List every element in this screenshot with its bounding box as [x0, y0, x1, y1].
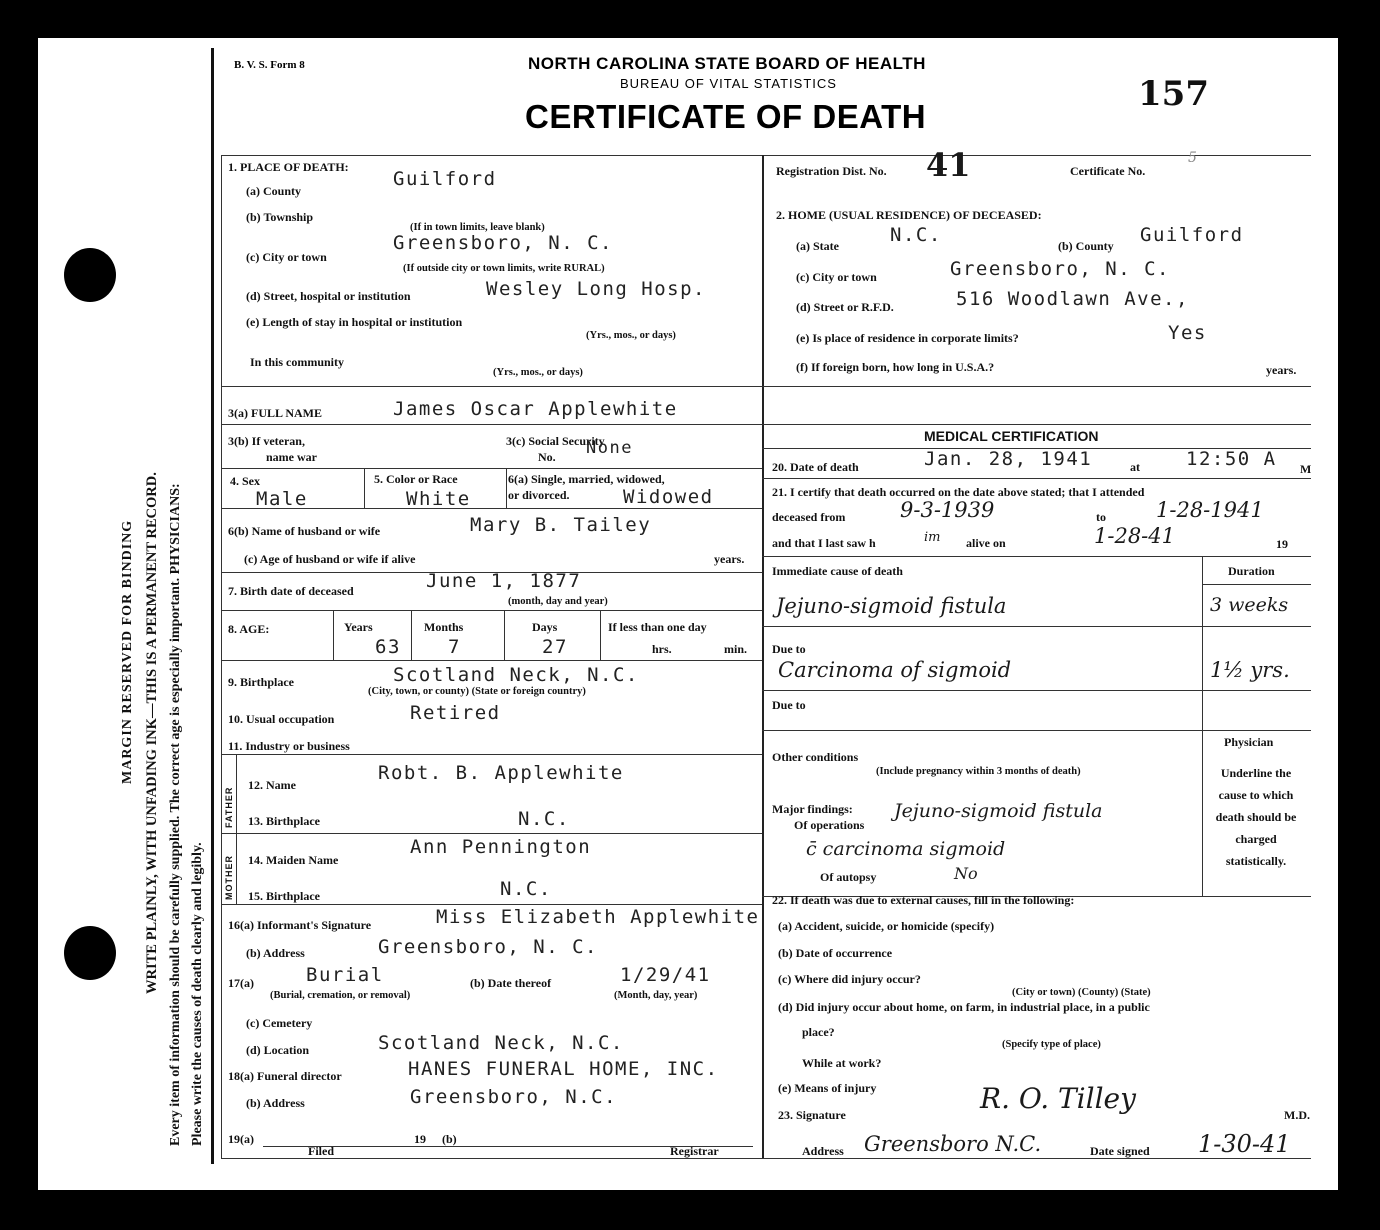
date-thereof-note: (Month, day, year): [614, 990, 698, 1001]
operations-label: Of operations: [794, 818, 865, 832]
reg-dist-value: 41: [926, 146, 971, 184]
county-value: Guilford: [393, 168, 497, 190]
last-seen-value: 1-28-41: [1094, 524, 1175, 548]
age-years-value: 63: [375, 636, 401, 658]
city-county-state-note: (City or town) (County) (State): [1012, 987, 1151, 998]
filed-year-label: 19: [414, 1132, 426, 1146]
age-divider-1: [333, 610, 334, 660]
rule-due-3: [762, 730, 1311, 731]
home-city-value: Greensboro, N. C.: [950, 258, 1170, 280]
age-divider-3: [504, 610, 505, 660]
birthplace-label: 9. Birthplace: [228, 675, 294, 689]
age-days-label: Days: [532, 620, 558, 634]
name-war-label: name war: [266, 450, 317, 464]
other-conditions-label: Other conditions: [772, 750, 859, 764]
operations-value-2: c̄ carcinoma sigmoid: [806, 838, 1006, 860]
age-months-label: Months: [424, 620, 464, 634]
veteran-label: 3(b) If veteran,: [228, 434, 305, 448]
rule-age: [221, 660, 762, 661]
informant-value: Miss Elizabeth Applewhite: [436, 906, 760, 928]
place-of-death-label: 1. PLACE OF DEATH:: [228, 160, 349, 174]
rule-death-date: [762, 478, 1311, 479]
permanent-record-text: WRITE PLAINLY, WITH UNFADING INK—THIS IS A PERMANENT RECORD.: [144, 472, 160, 994]
attended-to-value: 1-28-1941: [1156, 498, 1264, 522]
cert-no-label: Certificate No.: [1070, 164, 1146, 178]
occurrence-label: (b) Date of occurrence: [778, 946, 893, 960]
punch-hole-top: [64, 248, 116, 302]
rule-birthdate: [221, 610, 762, 611]
sex-label: 4. Sex: [230, 474, 260, 488]
sex-divider: [364, 468, 365, 508]
funeral-label: 18(a) Funeral director: [228, 1069, 342, 1083]
mother-side-label: MOTHER: [224, 855, 234, 900]
rule-veteran: [221, 468, 762, 469]
cert-no-value: 5: [1188, 150, 1197, 166]
township-label: (b) Township: [246, 210, 314, 224]
state-label: (a) State: [796, 239, 839, 253]
home-city-label: (c) City or town: [796, 270, 877, 284]
rule-mother: [221, 833, 762, 834]
injury-where-label: (c) Where did injury occur?: [778, 972, 921, 986]
signature-label: 23. Signature: [778, 1108, 846, 1122]
street-label: (d) Street, hospital or institution: [246, 289, 411, 303]
certificate-sheet: [38, 38, 1338, 1190]
less-day-label: If less than one day: [608, 620, 707, 634]
date-thereof-label: (b) Date thereof: [470, 976, 552, 990]
form-number: B. V. S. Form 8: [234, 59, 305, 71]
disposal-note: (Burial, cremation, or removal): [270, 990, 411, 1001]
bureau-heading: BUREAU OF VITAL STATISTICS: [620, 76, 837, 91]
home-county-label: (b) County: [1058, 239, 1114, 253]
age-divider-4: [600, 610, 601, 660]
last-saw-label: and that I last saw h: [772, 536, 876, 550]
attended-from-value: 9-3-1939: [900, 498, 995, 522]
spouse-age-years: years.: [714, 552, 745, 566]
full-name-value: James Oscar Applewhite: [393, 398, 678, 420]
mother-birthplace-label: 15. Birthplace: [248, 889, 320, 903]
place-note: (Specify type of place): [1002, 1039, 1101, 1050]
rule-duration-head: [1202, 584, 1311, 585]
serial-number: 157: [1138, 74, 1209, 114]
corporate-label: (e) Is place of residence in corporate limits?: [796, 331, 1019, 345]
spouse-value: Mary B. Tailey: [470, 514, 652, 536]
hrs-label: hrs.: [652, 642, 672, 656]
ss-value: None: [586, 438, 633, 458]
parents-column-line: [236, 754, 237, 904]
industry-label: 11. Industry or business: [228, 739, 350, 753]
last-saw-pronoun: im: [924, 530, 941, 545]
other-conditions-note: (Include pregnancy within 3 months of death): [876, 766, 1081, 777]
binding-margin-text: MARGIN RESERVED FOR BINDING: [120, 519, 135, 784]
color-label: 5. Color or Race: [374, 472, 458, 486]
occupation-label: 10. Usual occupation: [228, 712, 335, 726]
due-duration-value: 1½ yrs.: [1210, 658, 1290, 682]
rule-due-1: [762, 626, 1311, 627]
disposal-value: Burial: [306, 964, 384, 986]
inner-left-line: [221, 155, 222, 1158]
informant-address-value: Greensboro, N. C.: [378, 936, 598, 958]
immediate-value: Jejuno-sigmoid fistula: [776, 594, 1007, 618]
age-label: 8. AGE:: [228, 622, 270, 636]
underline-instruction: Underline the cause to which death should be charged statistically.: [1215, 766, 1297, 868]
death-time-value: 12:50 A: [1186, 448, 1277, 470]
funeral-address-value: Greensboro, N.C.: [410, 1086, 618, 1108]
home-street-label: (d) Street or R.F.D.: [796, 300, 894, 314]
father-birthplace-value: N.C.: [518, 808, 570, 830]
age-days-value: 27: [542, 636, 568, 658]
header-rule: [221, 155, 1311, 156]
immediate-duration-value: 3 weeks: [1210, 594, 1289, 616]
age-years-label: Years: [344, 620, 373, 634]
death-m-label: M: [1300, 462, 1312, 476]
ss-no-label: No.: [538, 450, 556, 464]
birth-date-value: June 1, 1877: [426, 570, 582, 592]
registrar-label: Registrar: [670, 1144, 719, 1158]
birthplace-note: (City, town, or county) (State or foreign country): [368, 686, 586, 697]
attended-from-label: deceased from: [772, 510, 846, 524]
md-label: M.D.: [1284, 1108, 1310, 1122]
birth-date-note: (month, day and year): [508, 596, 608, 607]
location-value: Scotland Neck, N.C.: [378, 1032, 624, 1054]
father-side-label: FATHER: [224, 786, 234, 828]
filed-b-label: (b): [442, 1132, 457, 1146]
birth-date-label: 7. Birth date of deceased: [228, 584, 354, 598]
sex-value: Male: [256, 488, 308, 510]
home-county-value: Guilford: [1140, 224, 1244, 246]
stay-label: (e) Length of stay in hospital or institution: [246, 315, 463, 329]
date-signed-value: 1-30-41: [1198, 1130, 1291, 1158]
place-label: place?: [802, 1025, 835, 1039]
marital-label: 6(a) Single, married, widowed,: [508, 472, 665, 486]
location-label: (d) Location: [246, 1043, 309, 1057]
section-rule-2: [221, 424, 1311, 425]
immediate-label: Immediate cause of death: [772, 564, 903, 578]
spouse-age-label: (c) Age of husband or wife if alive: [244, 552, 416, 566]
signature-address-value: Greensboro N.C.: [864, 1132, 1042, 1156]
mother-name-value: Ann Pennington: [410, 836, 592, 858]
rule-parents: [221, 754, 762, 755]
medical-heading: MEDICAL CERTIFICATION: [924, 428, 1099, 444]
birthplace-value: Scotland Neck, N.C.: [393, 664, 639, 686]
due-to-label: Due to: [772, 642, 806, 656]
date-signed-label: Date signed: [1090, 1144, 1150, 1158]
operations-value: Jejuno-sigmoid fistula: [894, 800, 1103, 822]
due-to-label-2: Due to: [772, 698, 806, 712]
foreign-label: (f) If foreign born, how long in U.S.A.?: [796, 360, 995, 374]
age-months-value: 7: [448, 636, 461, 658]
address-label: Address: [802, 1144, 844, 1158]
left-frame-line: [211, 48, 214, 1164]
certify-label: 21. I certify that death occurred on the date above stated; that I attended: [772, 485, 1145, 499]
occupation-value: Retired: [410, 702, 501, 724]
father-birthplace-label: 13. Birthplace: [248, 814, 320, 828]
father-name-value: Robt. B. Applewhite: [378, 762, 624, 784]
rule-cause: [762, 556, 1311, 557]
marital-label-2: or divorced.: [508, 488, 570, 502]
county-label: (a) County: [246, 184, 302, 198]
street-value: Wesley Long Hosp.: [486, 278, 706, 300]
duration-column-line: [1202, 556, 1203, 896]
city-label: (c) City or town: [246, 250, 327, 264]
rule-informant: [221, 904, 762, 905]
township-note: (If in town limits, leave blank): [410, 222, 545, 233]
corporate-value: Yes: [1168, 322, 1207, 344]
mother-name-label: 14. Maiden Name: [248, 853, 339, 867]
mother-birthplace-value: N.C.: [500, 878, 552, 900]
disposal-date-value: 1/29/41: [620, 964, 711, 986]
rule-due-2: [762, 690, 1311, 691]
punch-hole-bottom: [64, 926, 116, 980]
spouse-label: 6(b) Name of husband or wife: [228, 524, 381, 538]
funeral-value: HANES FUNERAL HOME, INC.: [408, 1058, 719, 1080]
death-at-label: at: [1130, 460, 1140, 474]
alive-on-label: alive on: [966, 536, 1006, 550]
funeral-address-label: (b) Address: [246, 1096, 305, 1110]
home-label: 2. HOME (USUAL RESIDENCE) OF DECEASED:: [776, 208, 1042, 222]
board-heading: NORTH CAROLINA STATE BOARD OF HEALTH: [528, 54, 926, 73]
page-title: CERTIFICATE OF DEATH: [525, 98, 927, 135]
major-findings-label: Major findings:: [772, 802, 853, 816]
duration-label: Duration: [1228, 564, 1275, 578]
attended-to-label: to: [1096, 510, 1106, 524]
community-note: (Yrs., mos., or days): [493, 367, 583, 378]
filed-label: Filed: [308, 1144, 334, 1158]
foreign-years-label: years.: [1266, 363, 1297, 377]
home-street-value: 516 Woodlawn Ave.,: [956, 288, 1189, 310]
city-note: (If outside city or town limits, write RURAL): [403, 263, 605, 274]
stay-note: (Yrs., mos., or days): [586, 330, 676, 341]
death-date-value: Jan. 28, 1941: [924, 448, 1093, 470]
home-state-value: N.C.: [890, 224, 942, 246]
informant-address-label: (b) Address: [246, 946, 305, 960]
injury-home-label: (d) Did injury occur about home, on farm, in industrial place, in a public: [778, 1000, 1150, 1014]
death-date-label: 20. Date of death: [772, 460, 859, 474]
informant-label: 16(a) Informant's Signature: [228, 918, 372, 932]
alive-year-label: 19: [1276, 537, 1288, 551]
means-label: (e) Means of injury: [778, 1081, 877, 1095]
cemetery-label: (c) Cemetery: [246, 1016, 313, 1030]
race-divider: [506, 468, 507, 508]
marital-value: Widowed: [623, 486, 714, 508]
due-to-value: Carcinoma of sigmoid: [778, 658, 1012, 682]
autopsy-label: Of autopsy: [820, 870, 877, 884]
section-rule-1: [221, 386, 1311, 387]
physician-label: Physician: [1224, 735, 1274, 749]
color-value: White: [406, 488, 471, 510]
community-label: In this community: [250, 355, 345, 369]
father-name-label: 12. Name: [248, 778, 296, 792]
city-value: Greensboro, N. C.: [393, 232, 613, 254]
min-label: min.: [724, 642, 748, 656]
external-label: 22. If death was due to external causes, fill in the following:: [772, 893, 1075, 907]
signature-value: R. O. Tilley: [980, 1082, 1136, 1115]
ss-label: 3(c) Social Security: [506, 434, 605, 448]
center-divider: [762, 155, 764, 1158]
reg-dist-label: Registration Dist. No.: [776, 164, 887, 178]
age-divider-2: [411, 610, 412, 660]
full-name-label: 3(a) FULL NAME: [228, 406, 322, 420]
accident-label: (a) Accident, suicide, or homicide (specify): [778, 919, 995, 933]
instruction-text-1: Every item of information should be carefully supplied. The correct age is especially important. PHYSICIANS:: [168, 483, 183, 1146]
autopsy-value: No: [954, 864, 978, 883]
disposal-label: 17(a): [228, 976, 254, 990]
at-work-label: While at work?: [802, 1056, 882, 1070]
instruction-text-2: Please write the causes of death clearly and legibly.: [190, 842, 205, 1146]
filed-no-label: 19(a): [228, 1132, 254, 1146]
